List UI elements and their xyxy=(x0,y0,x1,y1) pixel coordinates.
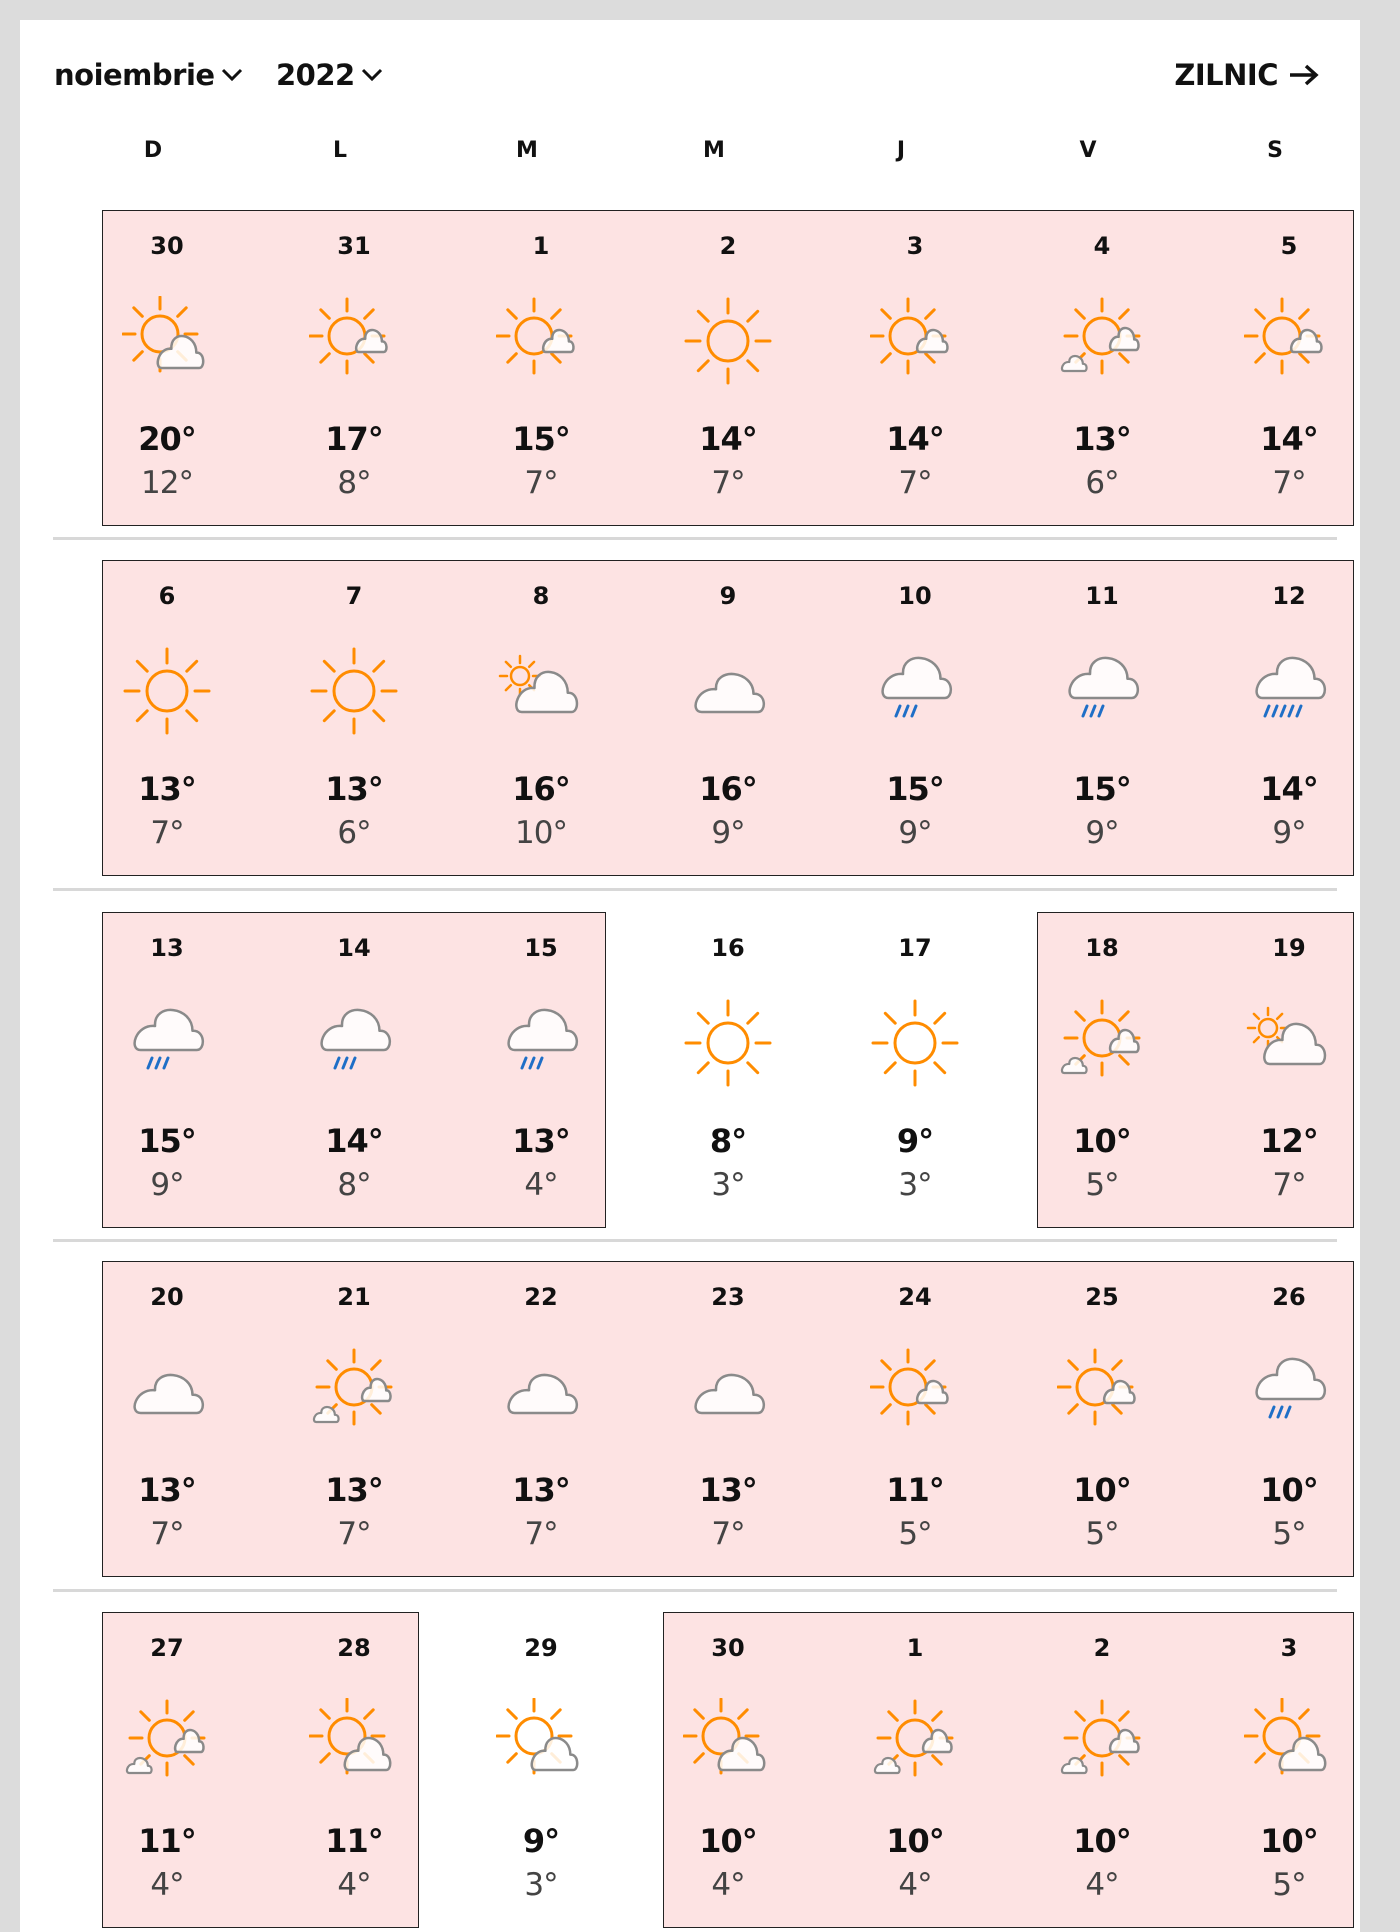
day-number: 26 xyxy=(1272,1283,1306,1311)
month-select[interactable] xyxy=(54,50,243,100)
calendar-header xyxy=(54,50,1320,100)
max-temperature: 10° xyxy=(1260,1471,1318,1509)
min-temperature: 8° xyxy=(337,465,371,501)
day-cell[interactable] xyxy=(1027,1612,1177,1932)
min-temperature: 7° xyxy=(711,465,745,501)
rain-light-icon xyxy=(496,998,586,1088)
day-number: 6 xyxy=(158,582,176,610)
max-temperature: 13° xyxy=(1073,420,1131,458)
weekday-label: M xyxy=(703,138,725,163)
max-temperature: 12° xyxy=(1260,1122,1318,1160)
day-number: 11 xyxy=(1085,582,1119,610)
max-temperature: 10° xyxy=(886,1822,944,1860)
day-number: 1 xyxy=(906,1634,924,1662)
min-temperature: 4° xyxy=(150,1867,184,1903)
min-temperature: 7° xyxy=(524,465,558,501)
day-number: 24 xyxy=(898,1283,932,1311)
day-number: 3 xyxy=(1280,1634,1298,1662)
max-temperature: 13° xyxy=(512,1122,570,1160)
day-number: 23 xyxy=(711,1283,745,1311)
min-temperature: 7° xyxy=(524,1516,558,1552)
max-temperature: 17° xyxy=(325,420,383,458)
day-cell[interactable] xyxy=(653,560,803,880)
max-temperature: 15° xyxy=(512,420,570,458)
max-temperature: 15° xyxy=(138,1122,196,1160)
max-temperature: 13° xyxy=(325,770,383,808)
day-number: 4 xyxy=(1093,232,1111,260)
day-cell[interactable] xyxy=(653,210,803,530)
min-temperature: 4° xyxy=(524,1167,558,1203)
sun-cloud-icon xyxy=(122,296,212,386)
day-number: 17 xyxy=(898,934,932,962)
min-temperature: 7° xyxy=(711,1516,745,1552)
day-number: 14 xyxy=(337,934,371,962)
min-temperature: 7° xyxy=(1272,465,1306,501)
day-cell[interactable] xyxy=(279,210,429,530)
rain-light-icon xyxy=(1244,1347,1334,1437)
max-temperature: 10° xyxy=(699,1822,757,1860)
rain-heavy-icon xyxy=(1244,646,1334,736)
day-cell[interactable] xyxy=(279,912,429,1232)
sun-cloud-icon xyxy=(683,1698,773,1788)
chevron-down-icon xyxy=(361,68,383,82)
min-temperature: 4° xyxy=(711,1867,745,1903)
max-temperature: 10° xyxy=(1073,1471,1131,1509)
weekday-header-row xyxy=(20,138,1360,178)
day-cell[interactable] xyxy=(279,560,429,880)
sun-cloud-icon xyxy=(309,1698,399,1788)
day-number: 31 xyxy=(337,232,371,260)
min-temperature: 4° xyxy=(337,1867,371,1903)
day-cell[interactable] xyxy=(466,912,616,1232)
min-temperature: 5° xyxy=(898,1516,932,1552)
sun-icon xyxy=(309,646,399,736)
chevron-down-icon xyxy=(221,68,243,82)
day-number: 2 xyxy=(719,232,737,260)
arrow-right-icon xyxy=(1288,63,1320,87)
min-temperature: 5° xyxy=(1272,1867,1306,1903)
max-temperature: 16° xyxy=(512,770,570,808)
sun-small-cloud-icon xyxy=(1057,1347,1147,1437)
day-number: 30 xyxy=(711,1634,745,1662)
day-cell[interactable] xyxy=(466,1612,616,1932)
min-temperature: 3° xyxy=(524,1867,558,1903)
day-number: 18 xyxy=(1085,934,1119,962)
weekday-label: J xyxy=(896,138,906,163)
day-cell[interactable] xyxy=(1027,210,1177,530)
min-temperature: 5° xyxy=(1085,1516,1119,1552)
weekday-label: D xyxy=(143,138,163,163)
day-cell[interactable] xyxy=(840,1612,990,1932)
min-temperature: 3° xyxy=(898,1167,932,1203)
day-number: 16 xyxy=(711,934,745,962)
day-number: 22 xyxy=(524,1283,558,1311)
max-temperature: 10° xyxy=(1073,1822,1131,1860)
min-temperature: 6° xyxy=(1085,465,1119,501)
max-temperature: 14° xyxy=(1260,770,1318,808)
sun-icon xyxy=(122,646,212,736)
max-temperature: 15° xyxy=(886,770,944,808)
rain-light-icon xyxy=(309,998,399,1088)
cloud-sun-peek-icon xyxy=(496,646,586,736)
day-number: 5 xyxy=(1280,232,1298,260)
max-temperature: 10° xyxy=(1073,1122,1131,1160)
max-temperature: 13° xyxy=(138,1471,196,1509)
min-temperature: 7° xyxy=(898,465,932,501)
daily-view-link[interactable] xyxy=(1174,50,1320,100)
max-temperature: 13° xyxy=(512,1471,570,1509)
week-row xyxy=(20,1261,1360,1581)
weekday-label: S xyxy=(1267,138,1283,163)
weekday-label: L xyxy=(332,138,348,163)
cloud-icon xyxy=(122,1347,212,1437)
cloud-icon xyxy=(683,1347,773,1437)
day-number: 19 xyxy=(1272,934,1306,962)
day-cell[interactable] xyxy=(1214,210,1364,530)
day-number: 8 xyxy=(532,582,550,610)
day-cell[interactable] xyxy=(840,210,990,530)
day-cell[interactable] xyxy=(92,912,242,1232)
day-number: 9 xyxy=(719,582,737,610)
sun-two-clouds-icon xyxy=(1057,1698,1147,1788)
rain-light-icon xyxy=(870,646,960,736)
sun-small-cloud-icon xyxy=(496,296,586,386)
min-temperature: 3° xyxy=(711,1167,745,1203)
week-row xyxy=(20,912,1360,1232)
day-cell[interactable] xyxy=(92,560,242,880)
sun-icon xyxy=(683,296,773,386)
max-temperature: 8° xyxy=(709,1122,747,1160)
min-temperature: 4° xyxy=(898,1867,932,1903)
min-temperature: 6° xyxy=(337,815,371,851)
min-temperature: 7° xyxy=(337,1516,371,1552)
weekday-label: M xyxy=(516,138,538,163)
sun-icon xyxy=(683,998,773,1088)
cloud-icon xyxy=(683,646,773,736)
day-cell[interactable] xyxy=(279,1612,429,1932)
day-number: 10 xyxy=(898,582,932,610)
sun-icon xyxy=(870,998,960,1088)
day-cell[interactable] xyxy=(840,560,990,880)
max-temperature: 15° xyxy=(1073,770,1131,808)
cloud-icon xyxy=(496,1347,586,1437)
day-number: 20 xyxy=(150,1283,184,1311)
min-temperature: 4° xyxy=(1085,1867,1119,1903)
max-temperature: 16° xyxy=(699,770,757,808)
sun-small-cloud-icon xyxy=(309,296,399,386)
sun-cloud-icon xyxy=(496,1698,586,1788)
min-temperature: 9° xyxy=(898,815,932,851)
day-cell[interactable] xyxy=(1214,1612,1364,1932)
max-temperature: 20° xyxy=(138,420,196,458)
max-temperature: 14° xyxy=(699,420,757,458)
day-cell[interactable] xyxy=(466,560,616,880)
max-temperature: 10° xyxy=(1260,1822,1318,1860)
day-cell[interactable] xyxy=(279,1261,429,1581)
day-number: 15 xyxy=(524,934,558,962)
week-divider xyxy=(53,1589,1337,1592)
weekday-label: V xyxy=(1079,138,1097,163)
min-temperature: 7° xyxy=(1272,1167,1306,1203)
max-temperature: 14° xyxy=(325,1122,383,1160)
max-temperature: 14° xyxy=(1260,420,1318,458)
sun-small-cloud-icon xyxy=(870,1347,960,1437)
min-temperature: 10° xyxy=(515,815,567,851)
day-number: 25 xyxy=(1085,1283,1119,1311)
day-number: 12 xyxy=(1272,582,1306,610)
day-number: 1 xyxy=(532,232,550,260)
cloud-sun-peek-icon xyxy=(1244,998,1334,1088)
min-temperature: 7° xyxy=(150,1516,184,1552)
min-temperature: 5° xyxy=(1272,1516,1306,1552)
week-row xyxy=(20,560,1360,880)
day-cell[interactable] xyxy=(653,1612,803,1932)
day-cell[interactable] xyxy=(466,1261,616,1581)
month-label: noiembrie xyxy=(54,58,215,92)
year-select[interactable] xyxy=(276,50,383,100)
max-temperature: 11° xyxy=(138,1822,196,1860)
min-temperature: 9° xyxy=(711,815,745,851)
sun-small-cloud-icon xyxy=(870,296,960,386)
day-number: 21 xyxy=(337,1283,371,1311)
sun-two-clouds-icon xyxy=(870,1698,960,1788)
day-cell[interactable] xyxy=(840,912,990,1232)
max-temperature: 9° xyxy=(522,1822,560,1860)
week-row xyxy=(20,210,1360,530)
day-number: 7 xyxy=(345,582,363,610)
min-temperature: 9° xyxy=(1085,815,1119,851)
min-temperature: 9° xyxy=(1272,815,1306,851)
day-cell[interactable] xyxy=(1027,912,1177,1232)
max-temperature: 9° xyxy=(896,1122,934,1160)
max-temperature: 13° xyxy=(699,1471,757,1509)
day-cell[interactable] xyxy=(653,1261,803,1581)
day-cell[interactable] xyxy=(92,210,242,530)
calendar-panel xyxy=(20,20,1360,1932)
day-number: 13 xyxy=(150,934,184,962)
rain-light-icon xyxy=(122,998,212,1088)
week-divider xyxy=(53,537,1337,540)
sun-two-clouds-icon xyxy=(1057,998,1147,1088)
day-cell[interactable] xyxy=(653,912,803,1232)
day-number: 30 xyxy=(150,232,184,260)
day-cell[interactable] xyxy=(1027,560,1177,880)
day-cell[interactable] xyxy=(1214,912,1364,1232)
max-temperature: 13° xyxy=(138,770,196,808)
day-cell[interactable] xyxy=(1214,560,1364,880)
year-label: 2022 xyxy=(276,58,355,92)
day-cell[interactable] xyxy=(92,1612,242,1932)
max-temperature: 11° xyxy=(886,1471,944,1509)
day-cell[interactable] xyxy=(1027,1261,1177,1581)
day-cell[interactable] xyxy=(1214,1261,1364,1581)
min-temperature: 8° xyxy=(337,1167,371,1203)
week-divider xyxy=(53,1239,1337,1242)
sun-small-cloud-icon xyxy=(1244,296,1334,386)
week-divider xyxy=(53,888,1337,891)
day-number: 2 xyxy=(1093,1634,1111,1662)
min-temperature: 12° xyxy=(141,465,193,501)
day-number: 29 xyxy=(524,1634,558,1662)
day-cell[interactable] xyxy=(466,210,616,530)
max-temperature: 14° xyxy=(886,420,944,458)
min-temperature: 9° xyxy=(150,1167,184,1203)
day-number: 28 xyxy=(337,1634,371,1662)
sun-two-clouds-icon xyxy=(309,1347,399,1437)
max-temperature: 11° xyxy=(325,1822,383,1860)
daily-link-label: ZILNIC xyxy=(1174,58,1278,92)
day-number: 27 xyxy=(150,1634,184,1662)
sun-cloud-icon xyxy=(1244,1698,1334,1788)
sun-two-clouds-icon xyxy=(122,1698,212,1788)
day-cell[interactable] xyxy=(92,1261,242,1581)
day-number: 3 xyxy=(906,232,924,260)
sun-two-clouds-icon xyxy=(1057,296,1147,386)
min-temperature: 5° xyxy=(1085,1167,1119,1203)
min-temperature: 7° xyxy=(150,815,184,851)
week-row xyxy=(20,1612,1360,1932)
rain-light-icon xyxy=(1057,646,1147,736)
day-cell[interactable] xyxy=(840,1261,990,1581)
max-temperature: 13° xyxy=(325,1471,383,1509)
